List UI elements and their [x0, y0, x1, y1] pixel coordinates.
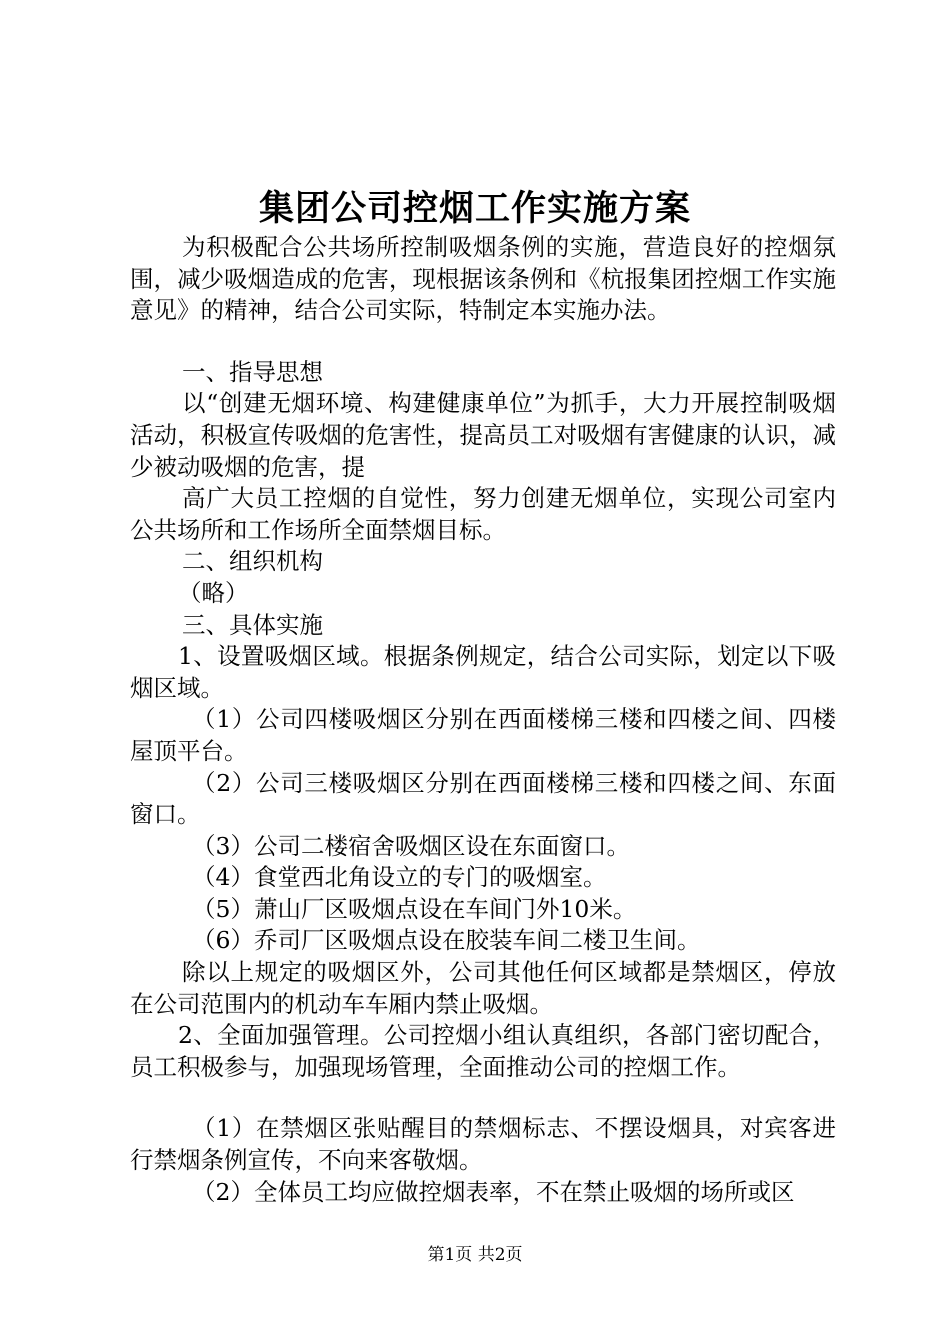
list-item-smoking-area-3: （3）公司二楼宿舍吸烟区设在东面窗口。	[192, 831, 630, 860]
paragraph-intro: 为积极配合公共场所控制吸烟条例的实施，营造良好的控烟氛围，减少吸烟造成的危害，现根据该条例和《杭报集团控烟工作实施意见》的精神，结合公司实际，特制定本实施办法。	[130, 233, 836, 325]
page-footer: 第1页 共2页	[427, 1245, 523, 1265]
heading-guiding-ideology: 一、指导思想	[182, 357, 323, 386]
list-item-management-2: （2）全体员工均应做控烟表率，不在禁止吸烟的场所或区	[192, 1177, 795, 1206]
list-item-smoking-area-4: （4）食堂西北角设立的专门的吸烟室。	[192, 863, 607, 892]
list-item-smoking-area-1: （1）公司四楼吸烟区分别在西面楼梯三楼和四楼之间、四楼屋顶平台。	[130, 705, 836, 765]
list-item-smoking-area-2: （2）公司三楼吸烟区分别在西面楼梯三楼和四楼之间、东面窗口。	[130, 768, 836, 829]
heading-organization: 二、组织机构	[182, 547, 323, 576]
paragraph-gap	[130, 1083, 836, 1113]
paragraph-gap	[130, 327, 836, 357]
paragraph-management: 2、全面加强管理。公司控烟小组认真组织，各部门密切配合，员工积极参与，加强现场管理，全面推动公司的控烟工作。	[130, 1021, 836, 1081]
list-item-smoking-area-6: （6）乔司厂区吸烟点设在胶装车间二楼卫生间。	[192, 926, 701, 955]
paragraph-guiding-ideology: 以“创建无烟环境、构建健康单位”为抓手，大力开展控制吸烟活动，积极宣传吸烟的危害性，提高员工对吸烟有害健康的认识，减少被动吸烟的危害，提	[130, 389, 836, 481]
heading-implementation: 三、具体实施	[182, 610, 323, 639]
list-item-smoking-area-5: （5）萧山厂区吸烟点设在车间门外10米。	[192, 894, 637, 923]
paragraph-guiding-ideology-cont: 高广大员工控烟的自觉性，努力创建无烟单位，实现公司室内公共场所和工作场所全面禁烟目标。	[130, 484, 836, 544]
document-title: 集团公司控烟工作实施方案	[258, 188, 691, 229]
paragraph-omitted: （略）	[178, 578, 249, 607]
paragraph-smoking-areas: 1、设置吸烟区域。根据条例规定，结合公司实际，划定以下吸烟区域。	[130, 642, 836, 702]
paragraph-no-smoking-zones: 除以上规定的吸烟区外，公司其他任何区域都是禁烟区，停放在公司范围内的机动车车厢内禁止吸烟。	[130, 958, 836, 1018]
list-item-management-1: （1）在禁烟区张贴醒目的禁烟标志、不摆设烟具，对宾客进行禁烟条例宣传，不向来客敬烟。	[130, 1114, 836, 1175]
document-body	[130, 232, 836, 1208]
